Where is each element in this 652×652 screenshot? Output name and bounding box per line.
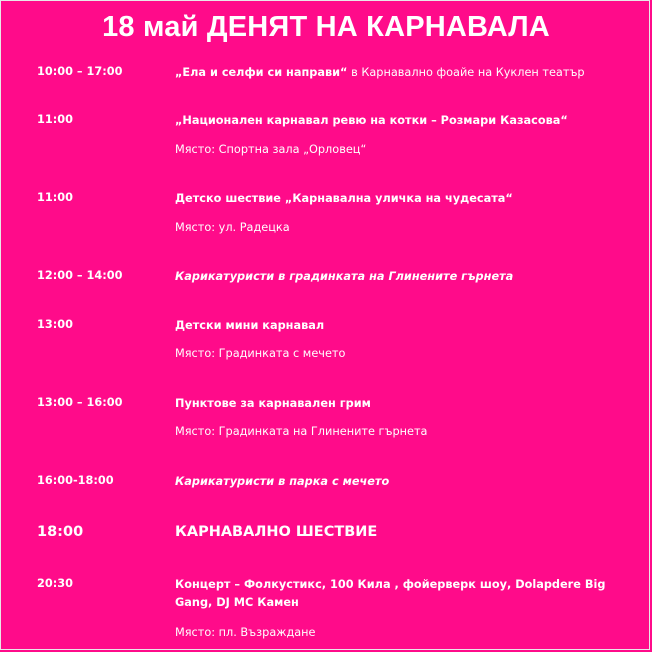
event-time: 12:00 – 14:00 xyxy=(37,269,123,282)
event-time: 11:00 xyxy=(37,191,73,204)
event-place: Място: Градинката на Глинените гърнета xyxy=(175,425,428,438)
event-title: Карикатуристи в градинката на Глинените гърнета xyxy=(175,270,514,283)
event-title xyxy=(175,64,607,82)
event-time: 16:00-18:00 xyxy=(37,474,114,487)
event-time: 20:30 xyxy=(37,577,73,590)
event-time: 18:00 xyxy=(37,524,84,540)
event-place: Място: пл. Възраждане xyxy=(175,626,316,639)
event-place: Място: ул. Радецка xyxy=(175,221,290,234)
event-time: 13:00 – 16:00 xyxy=(37,396,123,409)
event-place: Място: Градинката с мечето xyxy=(175,347,346,360)
event-title: КАРНАВАЛНО ШЕСТВИЕ xyxy=(175,524,378,540)
event-location-inline: в Карнавално фоайе на Куклен театър xyxy=(347,66,585,79)
event-title: Пунктове за карнавален грим xyxy=(175,397,371,410)
event-title: Детски мини карнавал xyxy=(175,319,325,332)
event-name: „Ела и селфи си направи“ xyxy=(175,66,348,79)
event-title: „Национален карнавал ревю на котки – Розмари Казасова“ xyxy=(175,114,568,127)
event-title: Карикатуристи в парка с мечето xyxy=(175,475,390,488)
event-time: 13:00 xyxy=(37,318,73,331)
event-time: 11:00 xyxy=(37,113,73,126)
event-place: Място: Спортна зала „Орловец“ xyxy=(175,143,367,156)
page-title: 18 май ДЕНЯТ НА КАРНАВАЛА xyxy=(102,11,550,43)
event-time: 10:00 – 17:00 xyxy=(37,65,123,78)
event-title: Концерт – Фолкустикс, 100 Кила , фойерверк шоу, Dolapdere Big Gang, DJ MC Камен xyxy=(175,578,606,609)
event-title: Детско шествие „Карнавална уличка на чудесата“ xyxy=(175,192,513,205)
